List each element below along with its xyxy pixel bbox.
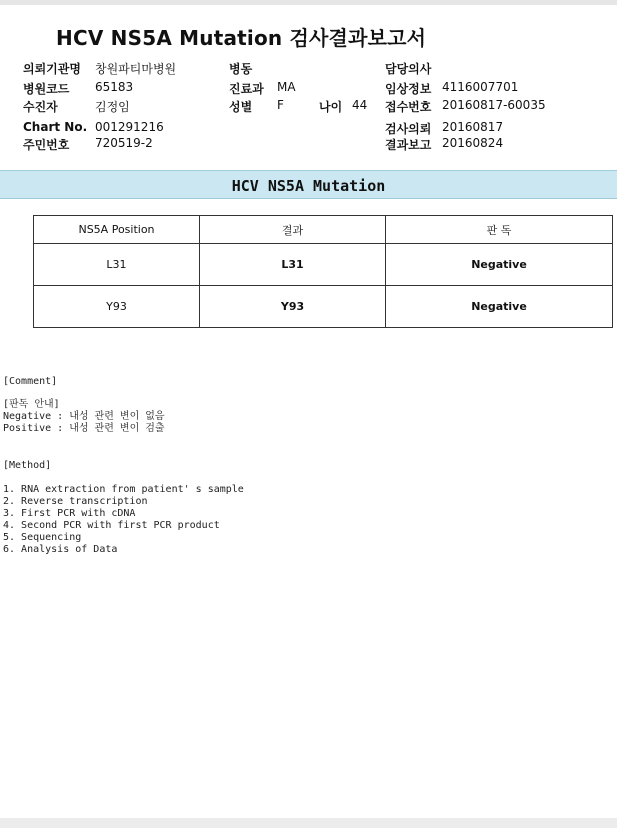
resident-no-label: 주민번호 xyxy=(23,138,70,152)
receipt-no-row xyxy=(385,98,546,115)
method-step: 1. RNA extraction from patient' s sample xyxy=(3,484,244,495)
age-label: 나이 xyxy=(319,100,343,114)
department-value: MA xyxy=(277,80,296,94)
cell-position: L31 xyxy=(34,244,200,286)
method-step: 6. Analysis of Data xyxy=(3,544,118,555)
ward-row xyxy=(229,60,252,77)
cell-result: Y93 xyxy=(200,286,386,328)
cell-interpretation: Negative xyxy=(386,286,613,328)
method-heading: [Method] xyxy=(3,460,52,471)
cell-result: L31 xyxy=(200,244,386,286)
age-value: 44 xyxy=(352,98,368,112)
method-step: 2. Reverse transcription xyxy=(3,496,148,507)
section-title: HCV NS5A Mutation xyxy=(231,177,386,195)
institution-row xyxy=(23,60,177,77)
method-step: 3. First PCR with cDNA xyxy=(3,508,136,519)
header-result: 결과 xyxy=(200,216,386,244)
result-report-value: 20160824 xyxy=(442,136,504,150)
result-report-row xyxy=(385,136,504,153)
positive-guide-line: Positive : 내성 관련 변이 검출 xyxy=(3,423,165,434)
test-request-value: 20160817 xyxy=(442,120,504,134)
section-band xyxy=(0,170,617,199)
hospital-code-row xyxy=(23,80,134,97)
clinical-info-label: 임상정보 xyxy=(385,82,432,96)
table-header-row xyxy=(34,216,613,244)
institution-value: 창원파티마병원 xyxy=(95,62,177,76)
guide-heading: [판독 안내] xyxy=(3,399,60,410)
sex-row xyxy=(229,98,284,115)
ward-label: 병동 xyxy=(229,62,253,76)
test-request-row xyxy=(385,120,504,137)
clinical-info-value: 4116007701 xyxy=(442,80,519,94)
resident-no-row xyxy=(23,136,153,153)
receipt-no-label: 접수번호 xyxy=(385,100,432,114)
examinee-row xyxy=(23,98,130,115)
report-title: HCV NS5A Mutation 검사결과보고서 xyxy=(56,26,427,50)
method-step: 5. Sequencing xyxy=(3,532,82,543)
doctor-label: 담당의사 xyxy=(385,62,432,76)
chart-no-row xyxy=(23,120,164,134)
department-row xyxy=(229,80,296,97)
examinee-label: 수진자 xyxy=(23,100,58,114)
hospital-code-value: 65183 xyxy=(95,80,134,94)
examinee-value: 김정임 xyxy=(95,100,130,114)
clinical-info-row xyxy=(385,80,519,97)
sex-label: 성별 xyxy=(229,100,253,114)
cell-position: Y93 xyxy=(34,286,200,328)
age-row xyxy=(319,98,368,115)
table-row xyxy=(34,286,613,328)
doctor-row xyxy=(385,60,431,77)
department-label: 진료과 xyxy=(229,82,264,96)
method-step: 4. Second PCR with first PCR product xyxy=(3,520,220,531)
test-request-label: 검사의뢰 xyxy=(385,122,432,136)
result-table xyxy=(33,215,613,328)
cell-interpretation: Negative xyxy=(386,244,613,286)
comment-heading: [Comment] xyxy=(3,376,58,387)
receipt-no-value: 20160817-60035 xyxy=(442,98,546,112)
hospital-code-label: 병원코드 xyxy=(23,82,70,96)
chart-no-label: Chart No. xyxy=(23,120,88,134)
resident-no-value: 720519-2 xyxy=(95,136,153,150)
bottom-divider xyxy=(0,818,617,828)
sex-value: F xyxy=(277,98,284,112)
institution-label: 의뢰기관명 xyxy=(23,62,81,76)
header-position: NS5A Position xyxy=(34,216,200,244)
table-row xyxy=(34,244,613,286)
chart-no-value: 001291216 xyxy=(95,120,164,134)
top-divider xyxy=(0,0,617,5)
header-interpretation: 판 독 xyxy=(386,216,613,244)
negative-guide-line: Negative : 내성 관련 변이 없음 xyxy=(3,411,165,422)
result-report-label: 결과보고 xyxy=(385,138,432,152)
